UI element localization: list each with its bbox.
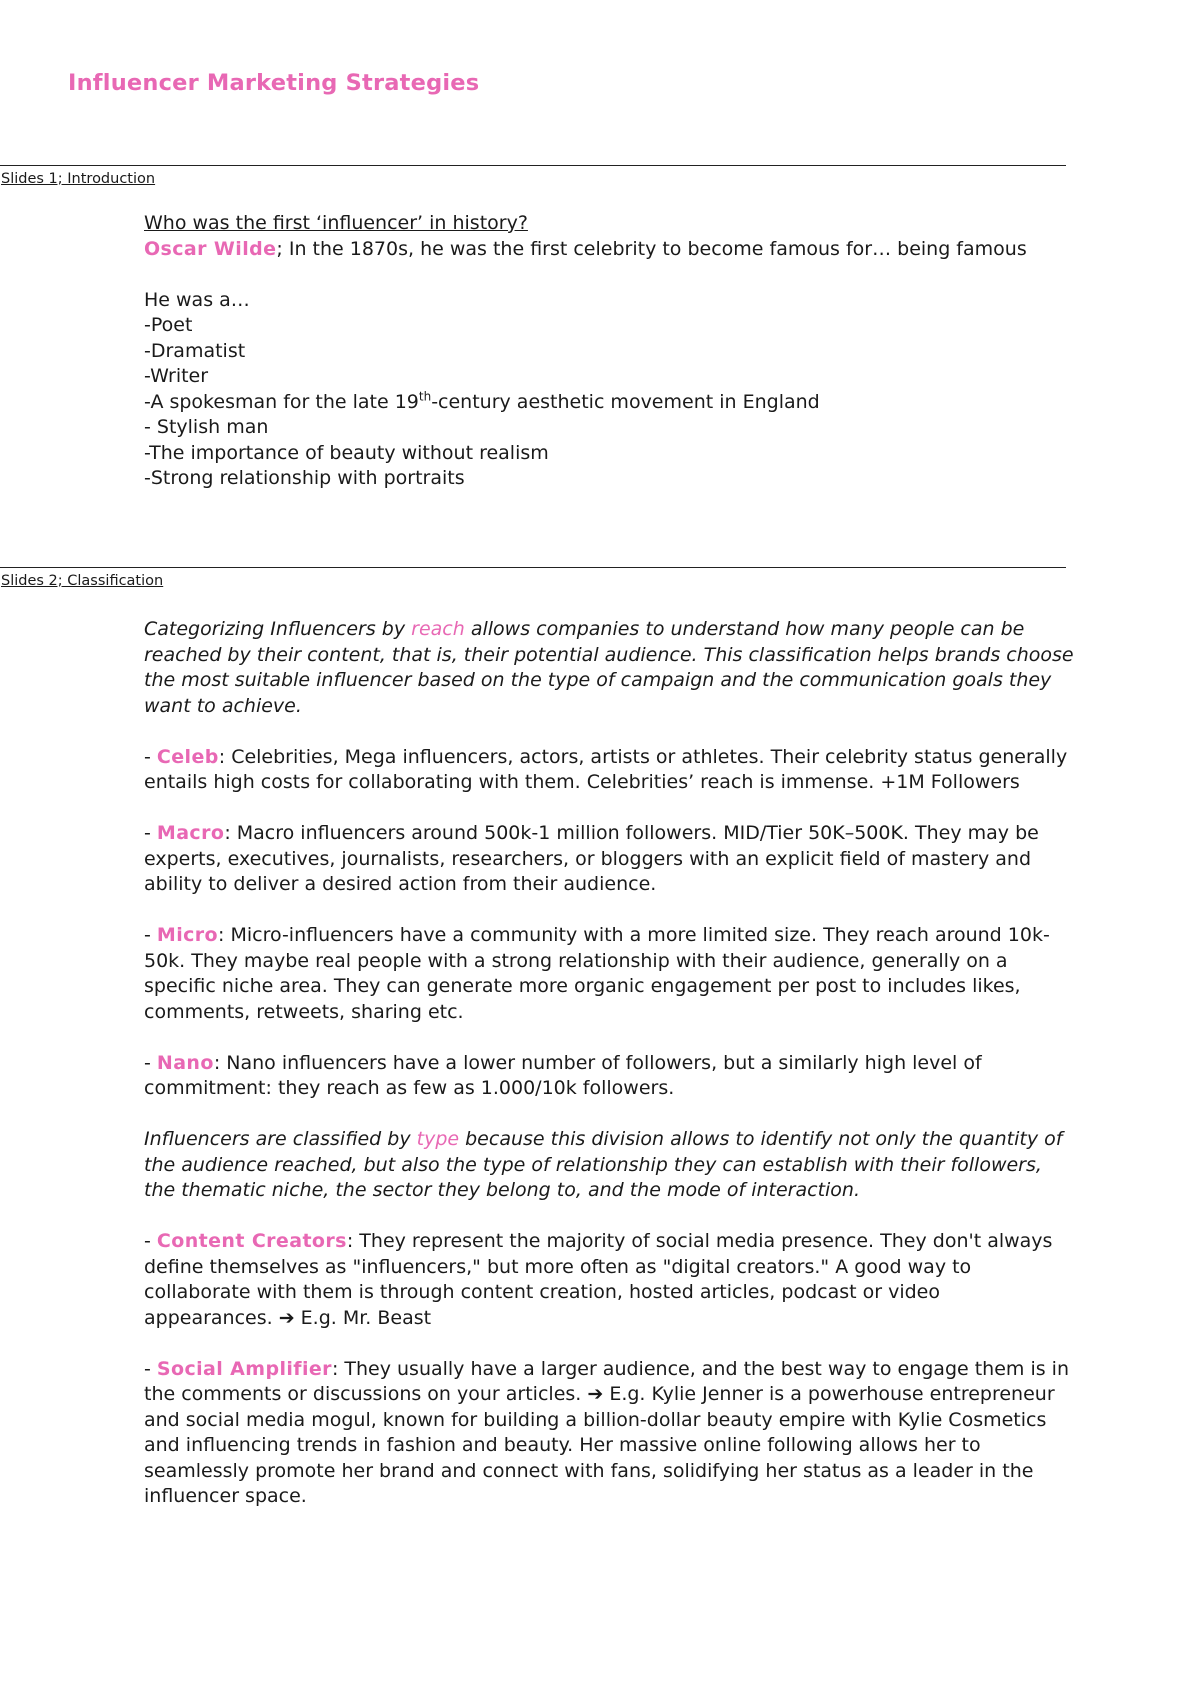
trait-item: -Poet [144, 314, 193, 336]
section-divider [0, 567, 1066, 568]
highlight-name: Oscar Wilde [144, 237, 277, 260]
trait-item: -A spokesman for the late 19th-century aesthetic movement in England [144, 389, 820, 413]
category-item: - Nano: Nano influencers have a lower number of followers, but a similarly high level of commitment: they reach as few as 1.000/10k followers. [144, 1051, 982, 1099]
trait-item: -Strong relationship with portraits [144, 467, 465, 489]
trait-item: - Stylish man [144, 416, 269, 438]
type-intro: Influencers are classified by type because this division allows to identify not only the quantity of the audience reached, but also the type of relationship they can establish with their followers, the thematic niche, the sector they belong to, and the mode of interaction. [144, 1128, 1063, 1201]
keyword-type: type [416, 1128, 460, 1150]
document-title: Influencer Marketing Strategies [68, 70, 480, 96]
category-description: : Celebrities, Mega influencers, actors, artists or athletes. Their celebrity status generally entails high costs for collaborating with them. Celebrities’ reach is immense. +1M Followers [144, 745, 1068, 793]
category-description: : Macro influencers around 500k-1 million followers. MID/Tier 50K–500K. They may be experts, executives, journalists, researchers, or bloggers with an explicit field of mastery and ability to deliver a desired action from their audience. [144, 822, 1039, 895]
category-item: - Content Creators: They represent the majority of social media presence. They don't always define themselves as "influencers," but more often as "digital creators." A good way to collaborate with them is through content creation, hosted articles, podcast or video appearances. ➔ E.g. Mr. Beast [144, 1230, 1053, 1329]
slide-1-label: Slides 1; Introduction [1, 171, 156, 187]
trait-item: -The importance of beauty without realism [144, 441, 549, 464]
type-category-list [144, 1229, 1074, 1535]
intro-paragraph [144, 237, 1074, 263]
category-item: - Macro: Macro influencers around 500k-1 million followers. MID/Tier 50K–500K. They may be experts, executives, journalists, researchers, or bloggers with an explicit field of mastery and ability to deliver a desired action from their audience. [144, 822, 1039, 895]
trait-item: -Dramatist [144, 339, 246, 362]
category-item: - Social Amplifier: They usually have a larger audience, and the best way to engage them is in the comments or discussions on your articles. ➔ E.g. Kylie Jenner is a powerhouse entrepreneur and social media mogul, known for building a billion-dollar beauty empire with Kylie Cosmetics and influencing trends in fashion and beauty. Her massive online following allows her to seamlessly promote her brand and connect with fans, solidifying her status as a leader in the influencer space. [144, 1357, 1069, 1507]
slide-2-content [144, 617, 1074, 1535]
category-description: : Nano influencers have a lower number of followers, but a similarly high level of commitment: they reach as few as 1.000/10k followers. [144, 1051, 982, 1099]
category-term: Content Creators [156, 1230, 347, 1252]
category-item: - Micro: Micro-influencers have a community with a more limited size. They reach around 10k-50k. They maybe real people with a strong relationship with their audience, generally on a specific niche area. They can generate more organic engagement per post to includes likes, comments, retweets, sharing etc. [144, 924, 1050, 1023]
category-item: - Celeb: Celebrities, Mega influencers, actors, artists or athletes. Their celebrity status generally entails high costs for collaborating with them. Celebrities’ reach is immense. +1M Followers [144, 745, 1068, 793]
category-description: : They represent the majority of social media presence. They don't always define themselves as "influencers," but more often as "digital creators." A good way to collaborate with them is through content creation, hosted articles, podcast or video appearances. ➔ E.g. Mr. Beast [144, 1230, 1053, 1329]
keyword-reach: reach [411, 618, 465, 640]
intro-question: Who was the first ‘influencer’ in history? [144, 212, 528, 234]
category-term: Celeb [156, 745, 219, 768]
reach-category-list [144, 745, 1074, 1128]
slide-1-content [144, 211, 1074, 492]
category-term: Macro [156, 822, 225, 844]
reach-intro: Categorizing Influencers by reach allows companies to understand how many people can be reached by their content, that is, their potential audience. This classification helps brands choose the most suitable influencer based on the type of campaign and the communication goals they want to achieve. [144, 618, 1074, 717]
traits-lead: He was a… [144, 288, 250, 311]
category-term: Nano [156, 1051, 214, 1074]
category-description: : They usually have a larger audience, and the best way to engage them is in the comments or discussions on your articles. ➔ E.g. Kylie Jenner is a powerhouse entrepreneur and social media mogul, known for building a billion-dollar beauty empire with Kylie Cosmetics and influencing trends in fashion and beauty. Her massive online following allows her to seamlessly promote her brand and connect with fans, solidifying her status as a leader in the influencer space. [144, 1357, 1069, 1507]
slide-2-label: Slides 2; Classification [1, 573, 164, 589]
category-term: Micro [156, 924, 219, 946]
category-term: Social Amplifier [156, 1357, 332, 1380]
trait-item: -Writer [144, 365, 209, 387]
section-divider [0, 165, 1066, 166]
intro-text: ; In the 1870s, he was the first celebrity to become famous for… being famous [276, 237, 1027, 260]
category-description: : Micro-influencers have a community with a more limited size. They reach around 10k-50k. They maybe real people with a strong relationship with their audience, generally on a specific niche area. They can generate more organic engagement per post to includes likes, comments, retweets, sharing etc. [144, 924, 1050, 1023]
